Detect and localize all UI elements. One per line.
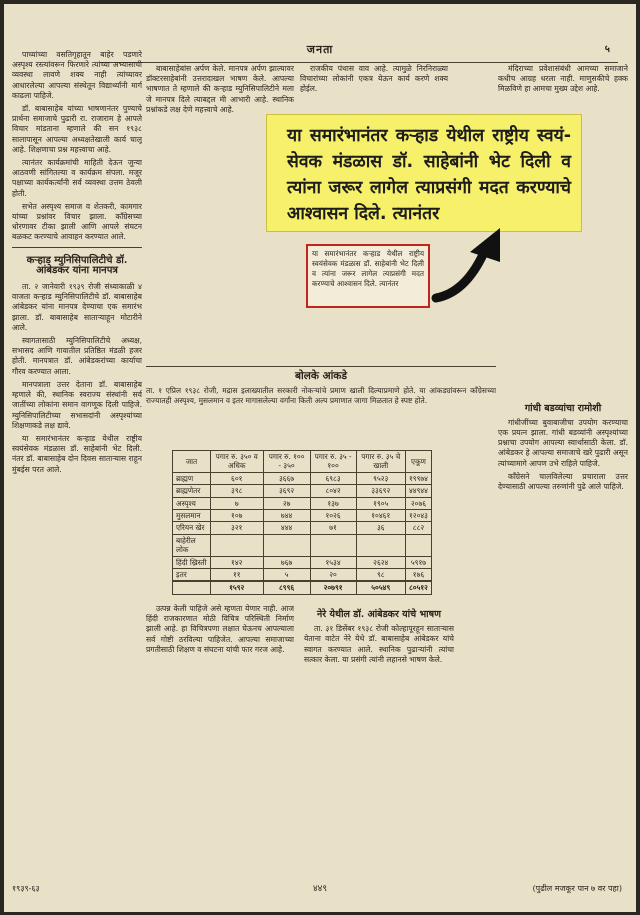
section-title-karad: कऱ्हाड म्युनिसिपालिटीचे डॉ. आंबेडकर यांना मानपत्र (26, 254, 128, 276)
table-row (173, 510, 432, 522)
article-paragraph: स्वागतासाठी म्युनिसिपालिटीचे अध्यक्ष, सभासद आणि गावातील प्रतिष्ठित मंडळी हजर होती. मानपत्रात डॉ. आंबेडकरांच्या कार्याचा गौरव करण्यात आला. (12, 336, 142, 376)
table-cell: ११ (210, 569, 263, 582)
table-cell: ४४९४४ (405, 485, 431, 497)
table-cell: ५९१७ (405, 556, 431, 568)
table-cell (356, 534, 405, 556)
footer-page-number: ४४९ (312, 884, 328, 894)
bottom-column-2 (304, 604, 454, 874)
stats-table (172, 450, 432, 595)
table-cell: ३६ (356, 522, 405, 534)
article-paragraph: त्यानंतर कार्यक्रमांची माहिती देऊन जुन्या आठवणी सांगितल्या व कार्यक्रम संपला. मजूर पक्षाच्या कार्यकर्त्यांनी सर्व व्यवस्था उत्तम ठेवली होती. (12, 158, 142, 198)
table-cell: ३६६७ (263, 472, 310, 484)
table-cell: एरियन खेर (173, 522, 211, 534)
stats-title: बोलके आंकडे (295, 370, 347, 382)
table-cell: ५ (263, 569, 310, 582)
divider (12, 247, 142, 248)
table-cell: ८९९६ (263, 581, 310, 594)
table-cell: २७ (263, 497, 310, 509)
table-cell (210, 534, 263, 556)
table-cell: ३६९२ (263, 485, 310, 497)
article-paragraph: बाबासाहेबांस अर्पण केले. मानपत्र अर्पण झाल्यावर डॉक्टरसाहेबांनी उत्तरादाखल भाषण केले. आपल्या भाषणात ते म्हणाले की कऱ्हाड म्युनिसिपालिटीने मला जे मानपत्र दिले त्याबद्दल मी आभारी आहे. स्थानिक प्रश्नांकडे लक्ष देणे महत्त्वाचे आहे. (146, 64, 294, 114)
table-cell: १९०५ (356, 497, 405, 509)
column-header: पगार रु. ३५ चे खाली (356, 451, 405, 473)
table-row (173, 497, 432, 509)
table-header-row (173, 451, 432, 473)
table-cell: इतर (173, 569, 211, 582)
article-paragraph: सभेत अस्पृश्य समाज व शेतकरी, कामगार यांच्या प्रश्नांवर विचार झाला. काँग्रेसच्या धोरणावर टीका झाली आणि आपले संघटन बळकट करण्याचे आवाहन करण्यात आले. (12, 201, 142, 242)
table-cell (173, 581, 211, 594)
column-header: एकूण (405, 451, 431, 473)
table-cell: बाहेरील लोक (173, 534, 211, 556)
page-number-top: ५ (604, 44, 610, 55)
column-header: पगार रु. १०० - ३५० (263, 451, 310, 473)
table-cell: मुसलमान (173, 510, 211, 522)
column-header: पगार रु. ३५ - १०० (310, 451, 356, 473)
stats-table-body (173, 472, 432, 594)
table-cell: ९५२३ (356, 472, 405, 484)
highlighted-source-excerpt: या समारंभानंतर कऱ्हाड येथील राष्ट्रीय स्वयंसेवक मंडळास डॉ. साहेबांनी भेट दिली व त्यांना जरूर लागेल त्याप्रसंगी मदत करण्याचे आश्वासन दिले. त्यानंतर (306, 244, 430, 308)
table-cell: १३७ (310, 497, 356, 509)
table-cell: ९८ (356, 569, 405, 582)
table-cell: ८०४२ (310, 485, 356, 497)
article-paragraph: मंदिराच्या प्रवेशासंबंधी आमच्या समाजाने कधीच आग्रह धरला नाही. माणुसकीचे हक्क मिळविणे हा आमचा मुख्य उद्देश आहे. (498, 64, 628, 94)
table-cell: ३९८ (210, 485, 263, 497)
header-rule (100, 62, 618, 63)
table-row (173, 522, 432, 534)
table-total-row (173, 581, 432, 594)
article-paragraph: राजकीय पंथास वाव आहे. त्यामुळे निरनिराळ्या विचारांच्या लोकांनी एकत्र येऊन कार्य करणे शक्य होईल. (300, 64, 448, 94)
table-cell: १५३४ (310, 556, 356, 568)
highlighted-quote: या समारंभानंतर कऱ्हाड येथील राष्ट्रीय स्वयं-सेवक मंडळास डॉ. साहेबांनी भेट दिली व त्यांना जरूर लागेल त्याप्रसंगी मदत करण्याचे आश्वासन दिले. त्यानंतर (266, 114, 582, 232)
section-title-gandhi: गांधी बडव्यांचा रामोशी (524, 402, 602, 414)
table-cell: १२०४३ (405, 510, 431, 522)
masthead-title: जनता (306, 43, 334, 56)
article-paragraph: डॉ. बाबासाहेब यांच्या भाषणानंतर पुण्याचे प्रार्थना समाजाचे पुढारी रा. राजाराम हे आपले विचार मांडताना म्हणाले की सन १९३८ सालापासून आपल्या अध्यक्षतेखाली कार्य चालू आहे. शिक्षणाचा प्रश्न महत्त्वाचा आहे. (12, 104, 142, 154)
article-paragraph: या समारंभानंतर कऱ्हाड येथील राष्ट्रीय स्वयंसेवक मंडळास डॉ. साहेबांनी भेट दिली. नंतर डॉ. बाबासाहेब दोन दिवस साताऱ्यास राहून मुंबईस परत आले. (12, 433, 142, 474)
table-cell: २६२४ (356, 556, 405, 568)
article-paragraph: काँग्रेसने चालविलेल्या प्रचाराला उत्तर देण्यासाठी आपल्या तरुणांनी पुढे आले पाहिजे. (498, 471, 628, 492)
article-paragraph: मानपत्राला उत्तर देताना डॉ. बाबासाहेब म्हणाले की, स्थानिक स्वराज्य संस्थांनी सर्व जातींच्या लोकांना समान वागणूक दिली पाहिजे. म्युनिसिपालिटीच्या सभासदांनी अस्पृश्यांच्या शिक्षणाकडे लक्ष द्यावे. (12, 379, 142, 430)
newspaper-page (4, 4, 636, 912)
left-column (12, 50, 142, 870)
table-row (173, 556, 432, 568)
table-cell: ३२१ (210, 522, 263, 534)
table-cell: १७६ (405, 569, 431, 582)
table-cell: ६९८३ (310, 472, 356, 484)
table-cell (310, 534, 356, 556)
divider (146, 366, 496, 367)
table-cell: १०७ (210, 510, 263, 522)
table-cell: २०७६ (405, 497, 431, 509)
table-cell: ३३६९२ (356, 485, 405, 497)
table-cell (405, 534, 431, 556)
table-cell: ७ (210, 497, 263, 509)
table-cell: २० (310, 569, 356, 582)
bottom-column-1 (146, 604, 294, 874)
table-cell (263, 534, 310, 556)
section-title-nere: नेरे येथील डॉ. आंबेडकर यांचे भाषण (317, 609, 441, 620)
table-cell: ८०५१२ (405, 581, 431, 594)
table-cell: १५९२ (210, 581, 263, 594)
article-paragraph: पाच्यांच्या वसतिगृहातून बाहेर पडणारे अस्पृश्य रस्त्यांवरून फिरणारे त्यांच्या अभ्यासाची व्यवस्था लावणे शक्य नाही त्यांच्यावर आधारलेल्या आपल्या संस्थेतून विद्यार्थ्यांनी मार्ग काढला पाहिजे. (12, 50, 142, 100)
article-paragraph: उत्पन्न केली पाहिजे असे म्हणता येणार नाही. आज हिंदी राजकारणात मोठी विचित्र परिस्थिती निर्माण झाली आहे. हा विचित्रपणा लक्षात घेऊनच आपल्याला सर्व गोष्टी ठरविल्या पाहिजेत. आपल्या समाजाच्या प्रगतीसाठी शिक्षण व संघटना यांची फार गरज आहे. (146, 604, 294, 654)
table-cell: १४२ (210, 556, 263, 568)
table-cell: ७४४ (263, 510, 310, 522)
article-paragraph: ता. २ जानेवारी १९३९ रोजी संध्याकाळी ४ वाजता कऱ्हाड म्युनिसिपालिटीचे डॉ. बाबासाहेब आंबेडकर यांना मानपत्र देण्याचा एक समारंभ झाला. डॉ. बाबासाहेब साताऱ्याहून मोटारीने आले. (12, 282, 142, 332)
column-header: जात (173, 451, 211, 473)
table-cell: हिंदी ख्रिस्ती (173, 556, 211, 568)
article-paragraph: गांधीजींच्या बुवाबाजीचा उपयोग करण्याचा एक प्रयत्न झाला. गांधी बडव्यांनी अस्पृश्यांच्या प्रश्नाचा उपयोग आपल्या स्वार्थासाठी केला. डॉ. आंबेडकर हे आपल्या समाजाचे खरे पुढारी असून त्यांच्यामागे आपण उभे राहिले पाहिजे. (498, 417, 628, 468)
article-paragraph: ता. ३१ डिसेंबर १९३८ रोजी कोल्हापूरहून साताऱ्यास येताना वाटेत नेरे येथे डॉ. बाबासाहेब आंबेडकर यांचे स्वागत करण्यात आले. स्थानिक पुढाऱ्यांनी त्यांचा सत्कार केला. या प्रसंगी त्यांनी लहानसे भाषण केले. (304, 624, 454, 664)
table-cell: ब्राह्मण (173, 472, 211, 484)
table-cell: ५०५४९ (356, 581, 405, 594)
table-cell: १९९७४ (405, 472, 431, 484)
table-cell: ७१ (310, 522, 356, 534)
stats-intro: ता. १ एप्रिल १९३८ रोजी, मद्रास इलाख्यातील सरकारी नोकऱ्यांचे प्रमाण खाली दिल्याप्रमाणे होते. या आंकड्यांवरून काँग्रेसच्या राज्यातही अस्पृश्य, मुसलमान व इतर मागासलेल्या वर्गांना किती अल्प प्रमाणात जागा मिळतात हे स्पष्ट होते. (146, 386, 496, 405)
table-row (173, 569, 432, 582)
table-row (173, 534, 432, 556)
table-row (173, 472, 432, 484)
table-cell: १०२६ (310, 510, 356, 522)
table-cell: १०४६१ (356, 510, 405, 522)
footer-issue-code: १९३९-६३ (12, 884, 40, 893)
table-cell: अस्पृश्य (173, 497, 211, 509)
table-row (173, 485, 432, 497)
column-header: पगार रु. ३५० व अधिक (210, 451, 263, 473)
table-cell: ४४४ (263, 522, 310, 534)
table-cell: ७६७ (263, 556, 310, 568)
table-cell: ६०१ (210, 472, 263, 484)
table-cell: ब्राह्मणेतर (173, 485, 211, 497)
continued-note: (पुढील मजकूर पान ७ वर पहा) (532, 884, 622, 893)
curved-arrow-icon (430, 224, 520, 304)
table-cell: २०७९१ (310, 581, 356, 594)
table-cell: ८८२ (405, 522, 431, 534)
